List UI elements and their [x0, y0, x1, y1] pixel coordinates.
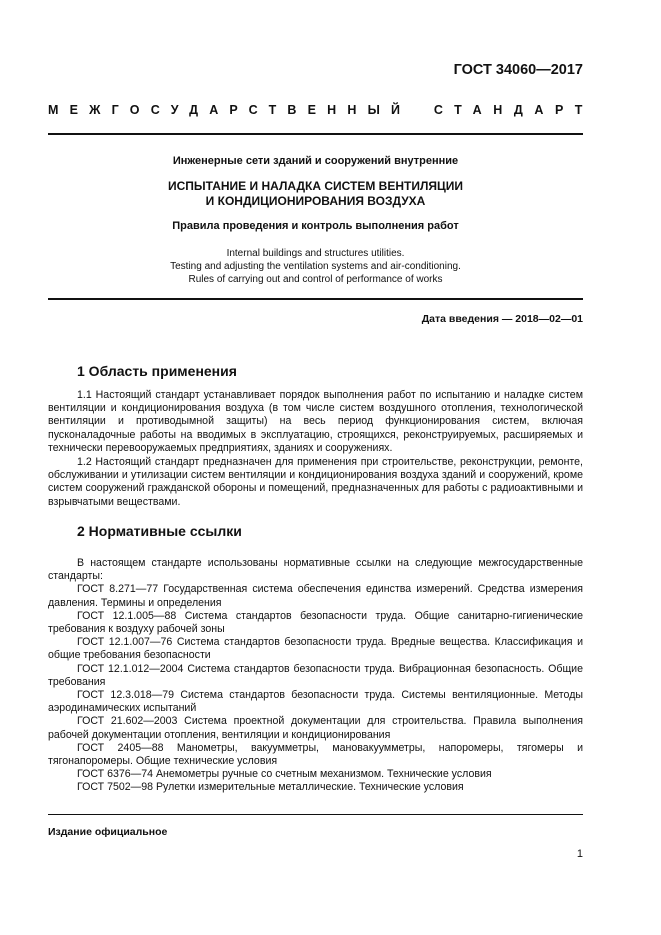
footer-rule — [48, 814, 583, 815]
introduction-date: Дата введения — 2018—02—01 — [421, 313, 583, 325]
english-title-line-3: Rules of carrying out and control of performance of works — [188, 274, 443, 285]
reference-item: ГОСТ 8.271—77 Государственная система обеспечения единства измерений. Средства измерения давления. Термины и определения — [48, 583, 583, 609]
english-title-line-1: Internal buildings and structures utilities. — [226, 248, 405, 259]
subtitle: Правила проведения и контроль выполнения работ — [172, 220, 459, 232]
document-number: ГОСТ 34060—2017 — [453, 62, 583, 78]
page-number: 1 — [576, 848, 583, 860]
section-1-paragraph-2: 1.2 Настоящий стандарт предназначен для применения при строительстве, реконструкции, ремонте, обслуживании и утилизации систем вентиляции и кондиционирования воздуха зданий и сооружений, кроме систем сооружений гражданской обороны и помещений, предназначенных для работы с радиоактивными и взрывчатыми веществами. — [48, 456, 583, 508]
english-title — [48, 247, 583, 286]
main-title-line-1: ИСПЫТАНИЕ И НАЛАДКА СИСТЕМ ВЕНТИЛЯЦИИ — [167, 179, 464, 193]
series-word-interstate: МЕЖГОСУДАРСТВЕННЫЙ — [48, 103, 412, 117]
main-title — [48, 179, 583, 209]
reference-item: ГОСТ 12.3.018—79 Система стандартов безопасности труда. Системы вентиляционные. Методы аэродинамических испытаний — [48, 689, 583, 715]
section-1-paragraph-1: 1.1 Настоящий стандарт устанавливает порядок выполнения работ по испытанию и наладке систем вентиляции и кондиционирования воздуха (в том числе систем воздушного отопления, технологической вентиляции и противодымной защиты) на весь период функционирования систем, включая пусконаладочные работы на вводимых в эксплуатацию, строящихся, реконструируемых, расширяемых и технически перевооружаемых предприятиях, зданиях и сооружениях. — [48, 389, 583, 454]
references-intro: В настоящем стандарте использованы нормативные ссылки на следующие межгосударственные стандарты: — [48, 557, 583, 583]
reference-item: ГОСТ 7502—98 Рулетки измерительные металлические. Технические условия — [77, 781, 464, 794]
standard-series — [48, 103, 594, 117]
reference-item: ГОСТ 21.602—2003 Система проектной документации для строительства. Правила выполнения рабочей документации отопления, вентиляции и кондиционирования — [48, 715, 583, 741]
reference-item: ГОСТ 12.1.005—88 Система стандартов безопасности труда. Общие санитарно-гигиенические требования к воздуху рабочей зоны — [48, 609, 583, 636]
reference-item: ГОСТ 6376—74 Анемометры ручные со счетным механизмом. Технические условия — [77, 768, 492, 781]
reference-item: ГОСТ 12.1.012—2004 Система стандартов безопасности труда. Вибрационная безопасность. Общие требования — [48, 662, 583, 688]
series-word-standard: СТАНДАРТ — [433, 103, 594, 117]
section-2-heading: 2 Нормативные ссылки — [77, 523, 242, 539]
references-list — [48, 557, 583, 795]
reference-item: ГОСТ 2405—88 Манометры, вакуумметры, мановакуумметры, напоромеры, тягомеры и тягонапоромеры. Общие технические условия — [48, 741, 583, 768]
reference-item: ГОСТ 12.1.007—76 Система стандартов безопасности труда. Вредные вещества. Классификация и общие требования безопасности — [48, 636, 583, 662]
english-title-line-2: Testing and adjusting the ventilation systems and air-conditioning. — [170, 261, 461, 272]
main-title-line-2: И КОНДИЦИОНИРОВАНИЯ ВОЗДУХА — [205, 194, 426, 208]
edition-label: Издание официальное — [48, 826, 168, 838]
header-rule — [48, 133, 583, 135]
subject-line: Инженерные сети зданий и сооружений внутренние — [172, 155, 459, 167]
section-1-heading: 1 Область применения — [77, 363, 237, 379]
title-rule — [48, 298, 583, 300]
